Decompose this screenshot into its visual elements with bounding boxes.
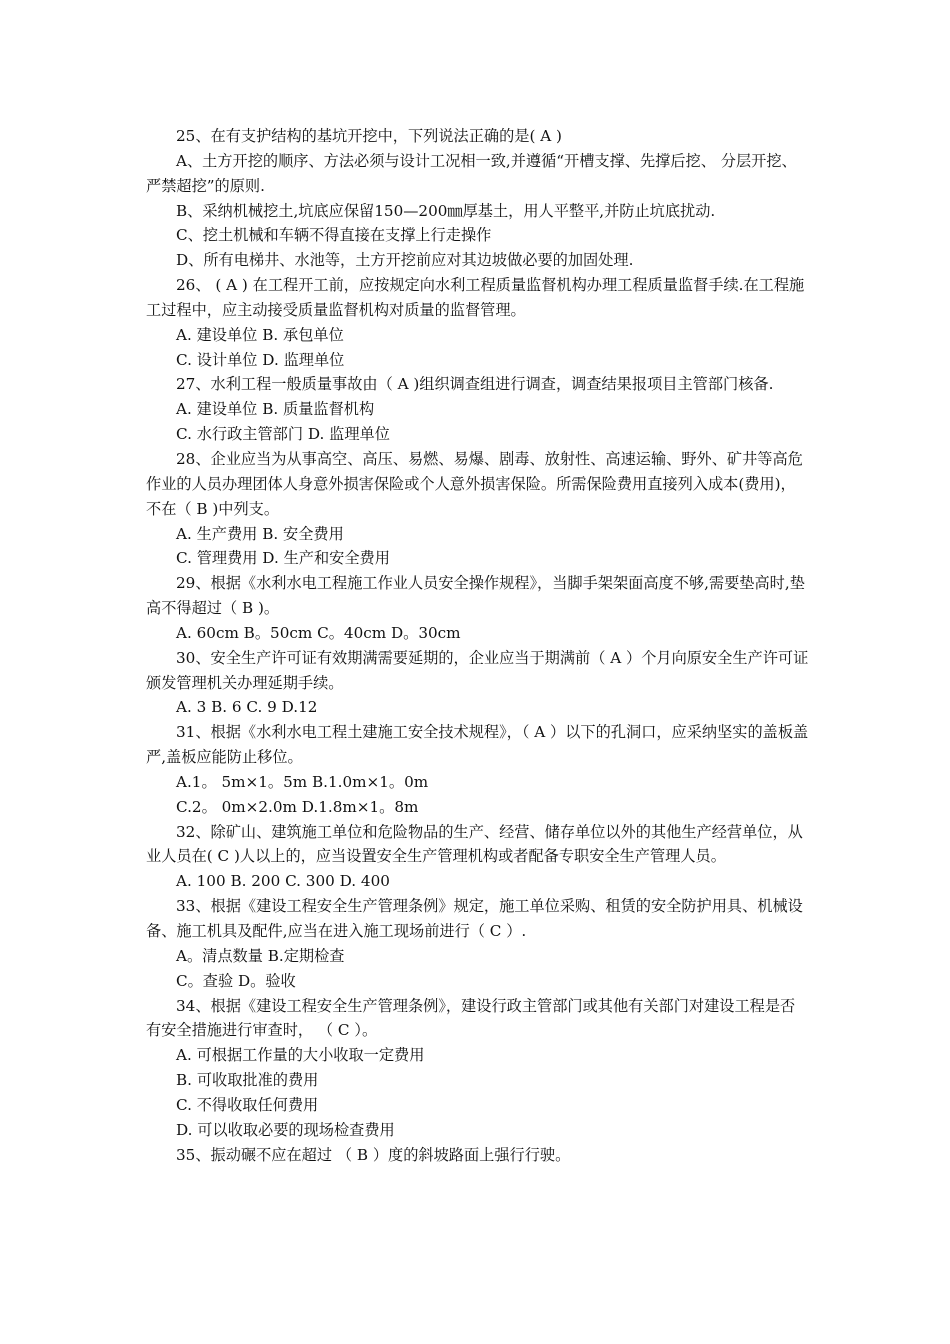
option-25-c: C、挖土机械和车辆不得直接在支撑上行走操作 bbox=[176, 226, 492, 245]
question-35: 35、振动碾不应在超过 （ B ）度的斜坡路面上强行行驶。 bbox=[176, 1145, 571, 1164]
question-31: 31、根据《水利水电工程土建施工安全技术规程》，（ A ）以下的孔洞口，应采纳坚实的盖板盖严,盖板应能防止移位。 bbox=[146, 723, 809, 767]
question-33: 33、根据《建设工程安全生产管理条例》规定，施工单位采购、租赁的安全防护用具、机械设备、施工机具及配件,应当在进入施工现场前进行（ C ）. bbox=[146, 897, 803, 940]
options-27-cd: C. 水行政主管部门 D. 监理单位 bbox=[176, 425, 390, 444]
document-body bbox=[146, 124, 810, 1167]
options-31-cd: C.2。 0m×2.0m D.1.8m×1。8m bbox=[176, 797, 419, 816]
options-26-cd: C. 设计单位 D. 监理单位 bbox=[176, 350, 345, 369]
option-34-a: A. 可根据工作量的大小收取一定费用 bbox=[176, 1046, 425, 1065]
question-29: 29、根据《水利水电工程施工作业人员安全操作规程》，当脚手架架面高度不够,需要垫高时,垫高不得超过（ B )。 bbox=[146, 574, 805, 618]
question-27: 27、水利工程一般质量事故由（ A )组织调查组进行调查，调查结果报项目主管部门核备. bbox=[176, 375, 774, 394]
question-26: 26、 ( A ) 在工程开工前，应按规定向水利工程质量监督机构办理工程质量监督手续.在工程施工过程中，应主动接受质量监督机构对质量的监督管理。 bbox=[146, 276, 805, 319]
question-25: 25、在有支护结构的基坑开挖中，下列说法正确的是( A ) bbox=[176, 127, 562, 145]
options-28-ab: A. 生产费用 B. 安全费用 bbox=[176, 524, 344, 543]
options-33-cd: C。查验 D。验收 bbox=[176, 971, 296, 990]
option-25-a: A、土方开挖的顺序、方法必须与设计工况相一致,并遵循“开槽支撑、先撑后挖、 分层开挖、严禁超挖”的原则. bbox=[146, 151, 797, 195]
question-34: 34、根据《建设工程安全生产管理条例》，建设行政主管部门或其他有关部门对建设工程是否有安全措施进行审查时， （ C ）。 bbox=[146, 996, 796, 1040]
options-32: A. 100 B. 200 C. 300 D. 400 bbox=[176, 872, 390, 891]
option-34-b: B. 可收取批准的费用 bbox=[176, 1071, 319, 1090]
options-31-ab: A.1。 5m×1。5m B.1.0m×1。0m bbox=[176, 772, 429, 791]
option-25-b: B、采纳机械挖土,坑底应保留150—200㎜厚基土，用人平整平,并防止坑底扰动. bbox=[176, 201, 716, 220]
question-30: 30、安全生产许可证有效期满需要延期的，企业应当于期满前（ A ）个月向原安全生产许可证颁发管理机关办理延期手续。 bbox=[146, 648, 809, 692]
options-26-ab: A. 建设单位 B. 承包单位 bbox=[176, 325, 344, 344]
options-28-cd: C. 管理费用 D. 生产和安全费用 bbox=[176, 549, 390, 568]
options-29: A. 60cm B。50cm C。40cm D。30cm bbox=[176, 623, 461, 642]
options-30: A. 3 B. 6 C. 9 D.12 bbox=[176, 698, 318, 717]
option-34-d: D. 可以收取必要的现场检查费用 bbox=[176, 1120, 395, 1139]
option-25-d: D、所有电梯井、水池等，土方开挖前应对其边坡做必要的加固处理. bbox=[176, 251, 634, 270]
question-28: 28、企业应当为从事高空、高压、易燃、易爆、剧毒、放射性、高速运输、野外、矿井等高危作业的人员办理团体人身意外损害保险或个人意外损害保险。所需保险费用直接列入成本(费用)，不在（ B )中列支。 bbox=[146, 449, 803, 518]
question-32: 32、除矿山、建筑施工单位和危险物品的生产、经营、储存单位以外的其他生产经营单位，从业人员在( C )人以上的，应当设置安全生产管理机构或者配备专职安全生产管理人员。 bbox=[146, 822, 803, 866]
option-34-c: C. 不得收取任何费用 bbox=[176, 1095, 319, 1114]
options-27-ab: A. 建设单位 B. 质量监督机构 bbox=[176, 400, 375, 419]
options-33-ab: A。清点数量 B.定期检查 bbox=[176, 946, 345, 965]
